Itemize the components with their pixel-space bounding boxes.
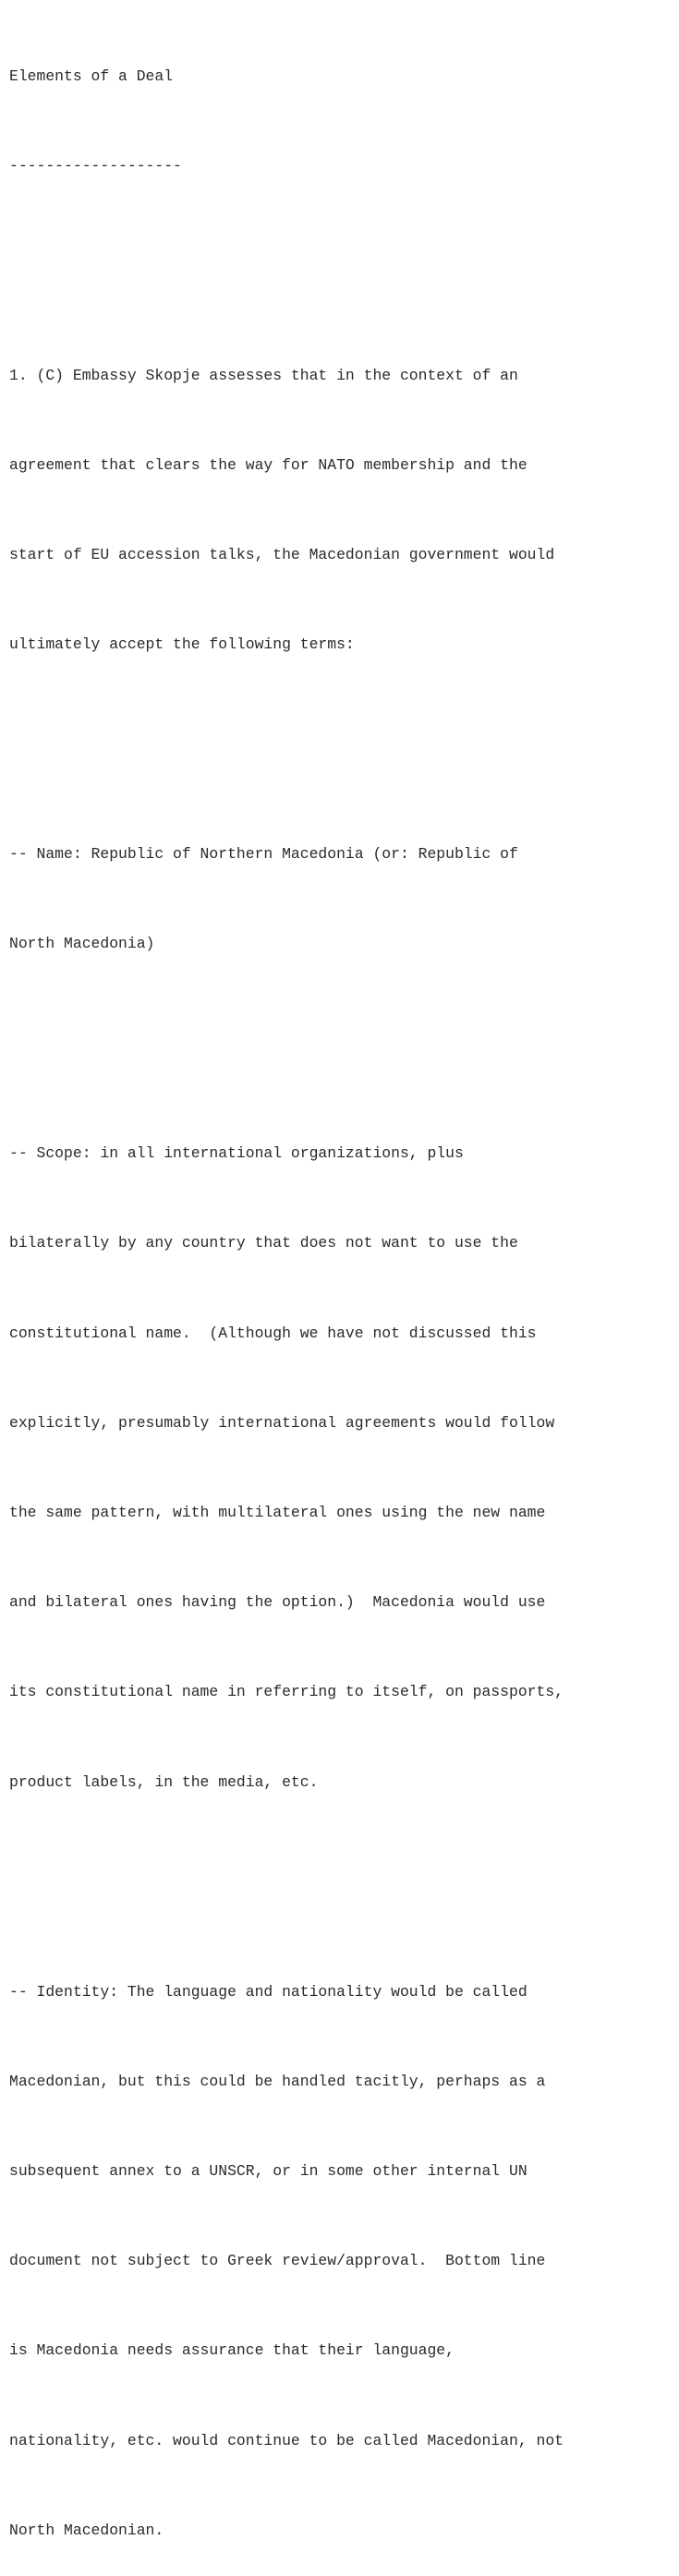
identity-item-line: nationality, etc. would continue to be called Macedonian, not xyxy=(9,2431,564,2449)
paragraph-1-line: start of EU accession talks, the Macedonian government would xyxy=(9,546,555,564)
blank-line xyxy=(9,1020,674,1049)
document-body xyxy=(9,2,674,2576)
scope-item-line: the same pattern, with multilateral ones using the new name xyxy=(9,1504,546,1522)
paragraph-1-line: 1. (C) Embassy Skopje assesses that in the context of an xyxy=(9,366,518,384)
identity-item-line: document not subject to Greek review/approval. Bottom line xyxy=(9,2252,546,2270)
identity-item-line: -- Identity: The language and nationality would be called xyxy=(9,1982,527,2001)
section-heading: Elements of a Deal xyxy=(9,67,174,85)
paragraph-1-line: agreement that clears the way for NATO membership and the xyxy=(9,456,527,475)
identity-item-line: Macedonian, but this could be handled tacitly, perhaps as a xyxy=(9,2072,546,2090)
scope-item-line: product labels, in the media, etc. xyxy=(9,1772,319,1791)
blank-line xyxy=(9,1857,674,1887)
identity-item-line: is Macedonia needs assurance that their language, xyxy=(9,2341,455,2360)
blank-line xyxy=(9,241,674,271)
name-item-line: -- Name: Republic of Northern Macedonia (or: Republic of xyxy=(9,845,518,864)
scope-item-line: its constitutional name in referring to itself, on passports, xyxy=(9,1683,564,1701)
scope-item-line: bilaterally by any country that does not want to use the xyxy=(9,1234,518,1252)
name-item-line: North Macedonia) xyxy=(9,935,155,953)
identity-item-line: North Macedonian. xyxy=(9,2521,164,2539)
scope-item-line: constitutional name. (Although we have not discussed this xyxy=(9,1324,537,1342)
identity-item-line: subsequent annex to a UNSCR, or in some other internal UN xyxy=(9,2161,527,2180)
scope-item-line: -- Scope: in all international organizations, plus xyxy=(9,1144,464,1163)
scope-item-line: explicitly, presumably international agreements would follow xyxy=(9,1413,555,1432)
scope-item-line: and bilateral ones having the option.) Macedonia would use xyxy=(9,1593,546,1612)
paragraph-1-line: ultimately accept the following terms: xyxy=(9,635,355,654)
heading-underline: ------------------- xyxy=(9,157,182,175)
blank-line xyxy=(9,720,674,750)
